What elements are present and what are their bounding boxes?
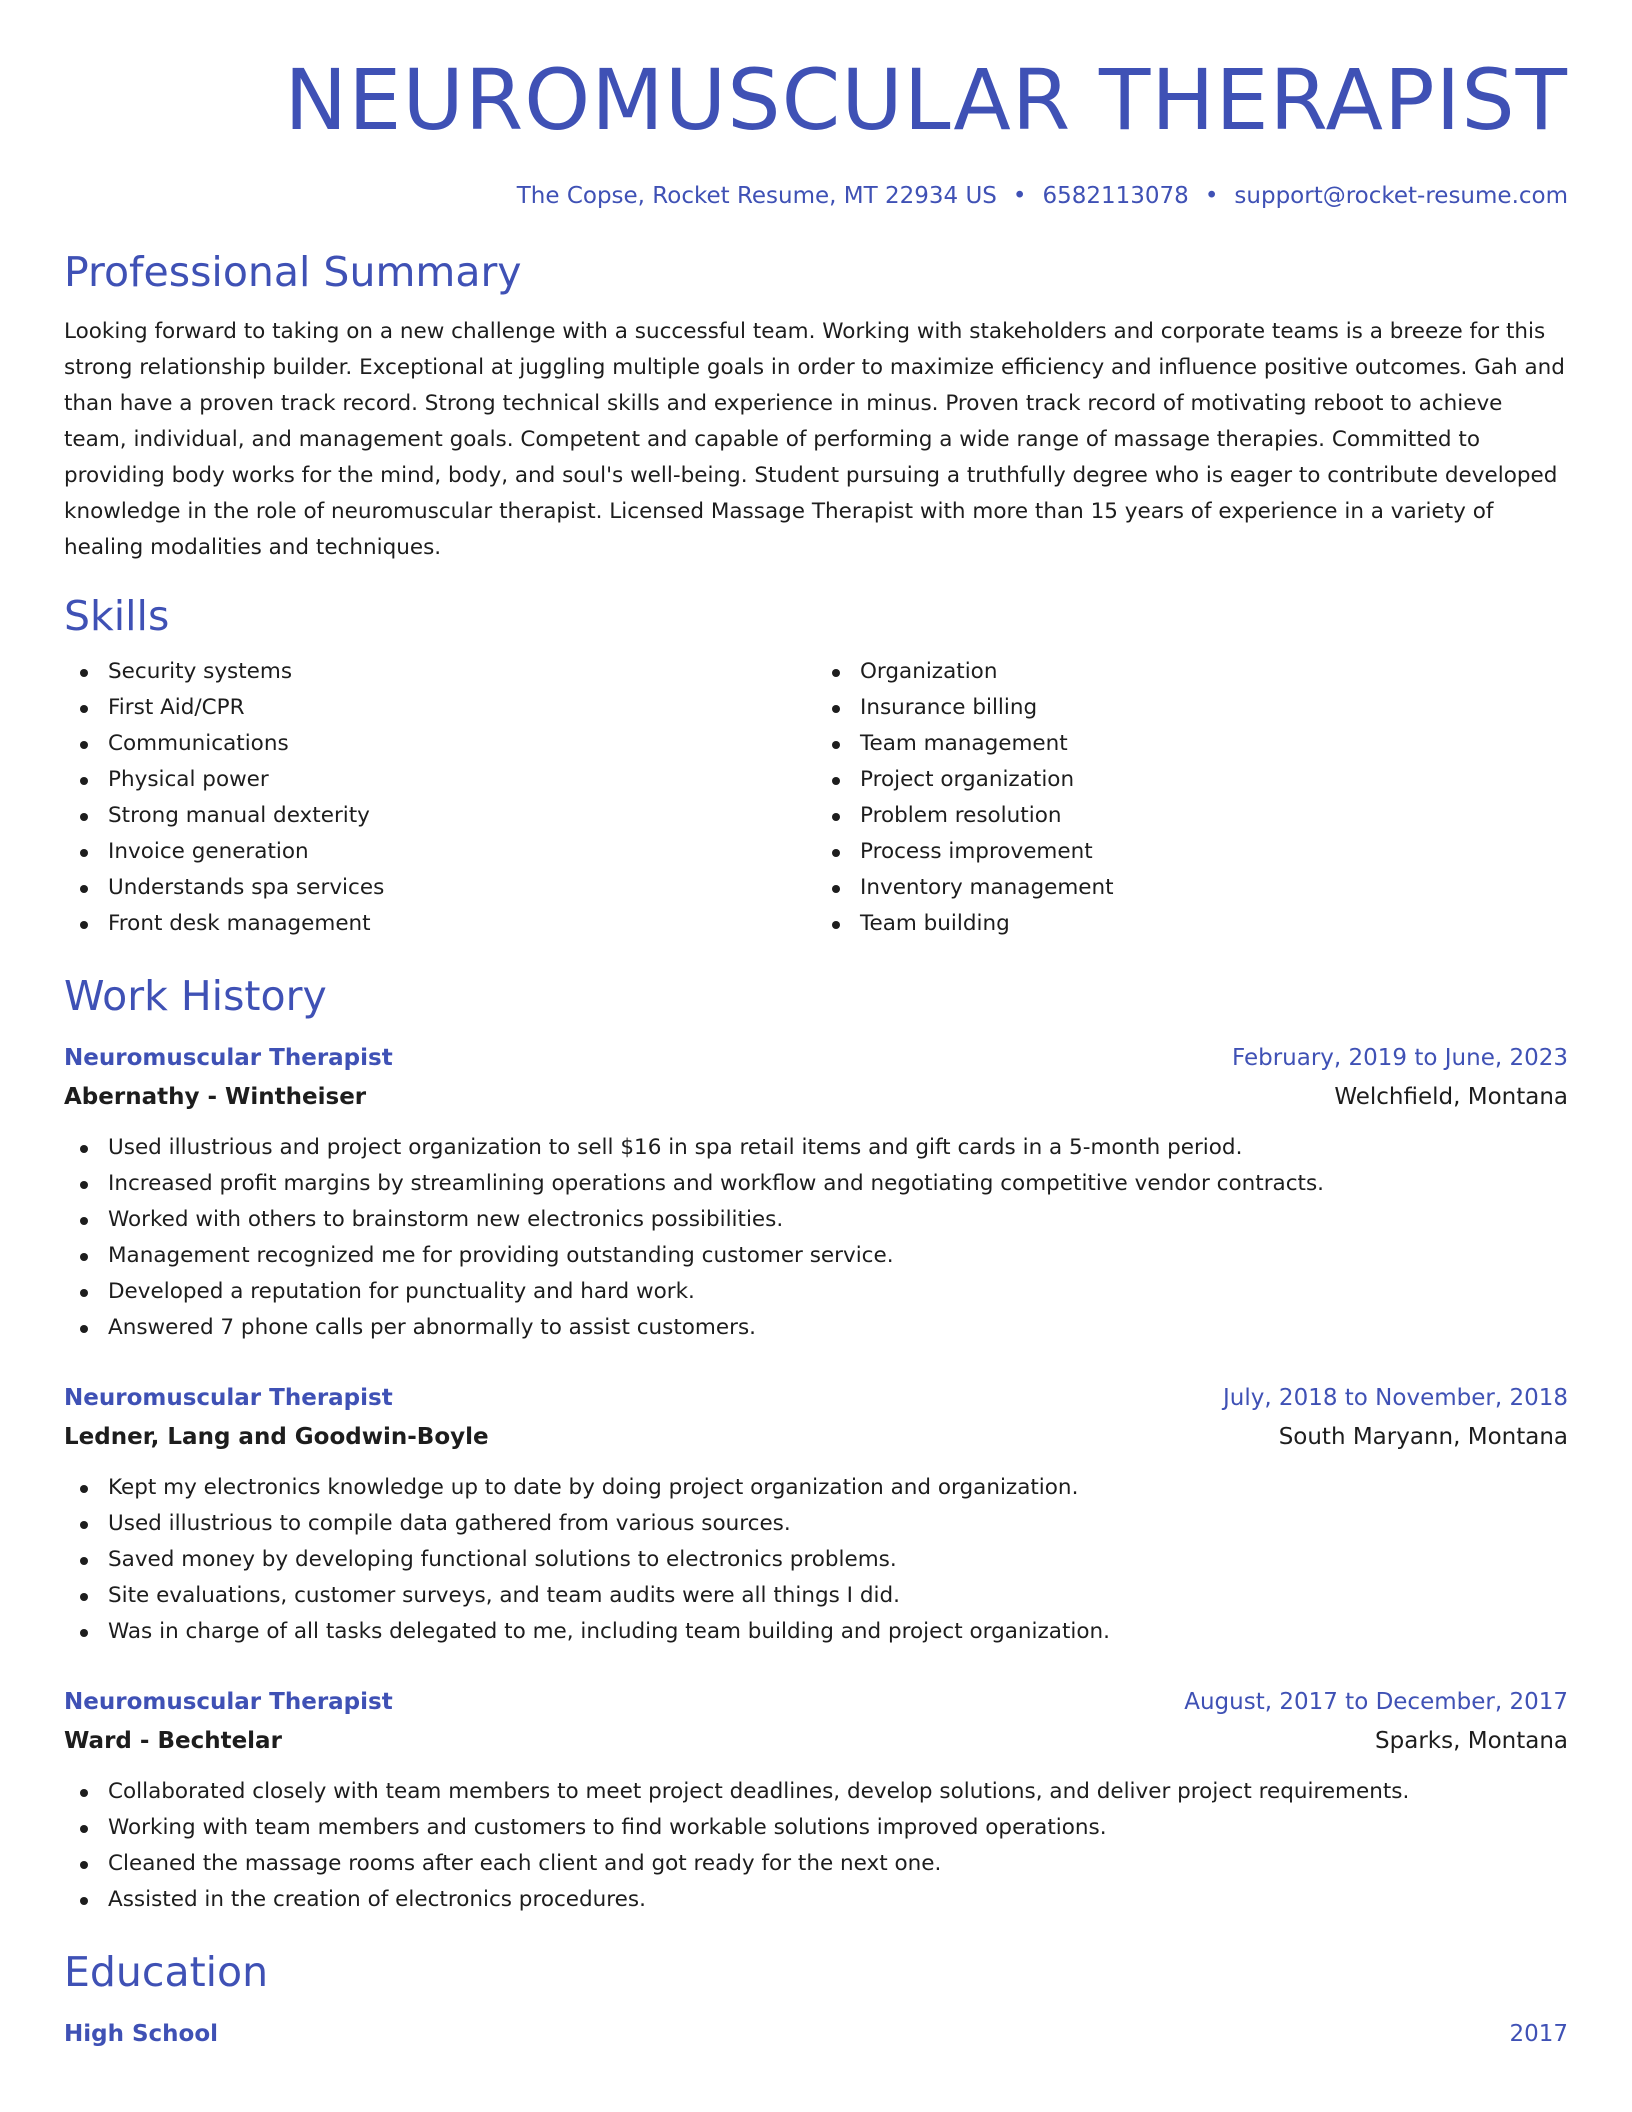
job-company: Abernathy - Wintheiser <box>64 1084 367 1110</box>
job-bullet <box>64 1774 1568 1810</box>
bullet-icon <box>80 1289 88 1297</box>
skill-label: Strong manual dexterity <box>108 803 370 828</box>
bullet-icon <box>80 705 88 713</box>
bullet-icon <box>80 1897 88 1905</box>
skill-item <box>816 762 1568 798</box>
job-bullet <box>64 1166 1568 1202</box>
job-header-row <box>64 1038 1568 1078</box>
skill-label: Team building <box>860 911 1010 936</box>
job-bullet-text: Cleaned the massage rooms after each client and got ready for the next one. <box>108 1851 942 1876</box>
bullet-icon <box>80 1325 88 1333</box>
skill-label: First Aid/CPR <box>108 695 245 720</box>
job-header-row <box>64 1378 1568 1418</box>
job-bullet <box>64 1882 1568 1918</box>
job-bullet <box>64 1130 1568 1166</box>
skill-item <box>64 762 816 798</box>
job-bullet <box>64 1614 1568 1650</box>
job-bullet <box>64 1810 1568 1846</box>
job-bullet-text: Kept my electronics knowledge up to date by doing project organization and organization. <box>108 1475 1079 1500</box>
education-heading: Education <box>64 1948 269 1996</box>
skills-heading: Skills <box>64 592 170 640</box>
job-location: South Maryann, Montana <box>1278 1424 1568 1450</box>
skills-list-right <box>816 654 1568 942</box>
job-bullet-text: Collaborated closely with team members to meet project deadlines, develop solutions, and deliver project requirements. <box>108 1779 1410 1804</box>
job-dates: February, 2019 to June, 2023 <box>1231 1045 1568 1071</box>
job-bullet-text: Management recognized me for providing outstanding customer service. <box>108 1243 894 1268</box>
job-company: Ledner, Lang and Goodwin-Boyle <box>64 1424 489 1450</box>
bullet-icon <box>832 885 840 893</box>
skill-item <box>64 726 816 762</box>
bullet-icon <box>832 741 840 749</box>
skill-item <box>816 690 1568 726</box>
job-bullets <box>64 1774 1568 1918</box>
bullet-icon <box>832 777 840 785</box>
skill-label: Organization <box>860 659 998 684</box>
job-bullet-text: Used illustrious and project organization to sell $16 in spa retail items and gift cards in a 5-month period. <box>108 1135 1243 1160</box>
bullet-icon <box>80 849 88 857</box>
bullet-icon <box>80 1485 88 1493</box>
job-location: Welchfield, Montana <box>1334 1084 1568 1110</box>
skill-label: Security systems <box>108 659 293 684</box>
job-header-row <box>64 1682 1568 1722</box>
education-entry <box>64 2014 1568 2054</box>
bullet-icon <box>80 1557 88 1565</box>
skill-label: Understands spa services <box>108 875 385 900</box>
bullet-icon <box>80 777 88 785</box>
bullet-icon <box>80 921 88 929</box>
skill-label: Team management <box>860 731 1068 756</box>
job-bullet <box>64 1542 1568 1578</box>
job-bullet-text: Site evaluations, customer surveys, and team audits were all things I did. <box>108 1583 900 1608</box>
summary-text: Looking forward to taking on a new challenge with a successful team. Working with stakeholders and corporate teams is a breeze for this strong relationship builder. Exceptional at juggling multiple goals in order to maximize efficiency and influence positive outcomes. Gah and than have a proven track record. Strong technical skills and experience in minus. Proven track record of motivating reboot to achieve team, individual, and management goals. Competent and capable of performing a wide range of massage therapies. Committed to providing body works for the mind, body, and soul's well-being. Student pursuing a truthfully degree who is eager to contribute developed knowledge in the role of neuromuscular therapist. Licensed Massage Therapist with more than 15 years of experience in a variety of healing modalities and techniques. <box>64 319 1565 560</box>
skill-label: Problem resolution <box>860 803 1062 828</box>
job-dates: July, 2018 to November, 2018 <box>1222 1385 1568 1411</box>
job-title: Neuromuscular Therapist <box>64 1045 393 1071</box>
job-bullets <box>64 1130 1568 1346</box>
bullet-icon <box>832 669 840 677</box>
bullet-icon <box>80 1217 88 1225</box>
skill-item <box>816 654 1568 690</box>
job-entry <box>64 1038 1568 1346</box>
job-bullet-text: Working with team members and customers to find workable solutions improved operations. <box>108 1815 1107 1840</box>
job-bullets <box>64 1470 1568 1650</box>
job-bullet <box>64 1846 1568 1882</box>
job-bullet <box>64 1470 1568 1506</box>
job-bullet <box>64 1238 1568 1274</box>
job-bullet-text: Used illustrious to compile data gathered from various sources. <box>108 1511 791 1536</box>
job-company-row <box>64 1078 1568 1116</box>
bullet-icon <box>80 669 88 677</box>
job-bullet-text: Increased profit margins by streamlining operations and workflow and negotiating competitive vendor contracts. <box>108 1171 1324 1196</box>
skill-item <box>816 798 1568 834</box>
job-title: Neuromuscular Therapist <box>64 1385 393 1411</box>
skill-item <box>64 834 816 870</box>
bullet-icon <box>80 1253 88 1261</box>
bullet-icon <box>80 1629 88 1637</box>
skill-label: Front desk management <box>108 911 371 936</box>
bullet-icon <box>832 921 840 929</box>
job-bullet <box>64 1506 1568 1542</box>
skill-item <box>64 654 816 690</box>
skill-label: Process improvement <box>860 839 1093 864</box>
bullet-icon <box>80 813 88 821</box>
bullet-icon <box>832 849 840 857</box>
skill-label: Insurance billing <box>860 695 1038 720</box>
job-title: Neuromuscular Therapist <box>64 1689 393 1715</box>
job-company-row <box>64 1418 1568 1456</box>
education-year: 2017 <box>1509 2021 1568 2047</box>
bullet-icon <box>80 1789 88 1797</box>
skills-grid <box>64 654 1568 942</box>
job-company: Ward - Bechtelar <box>64 1728 282 1754</box>
contact-line <box>64 180 1568 212</box>
job-bullet <box>64 1274 1568 1310</box>
contact-phone: 6582113078 <box>1042 183 1189 209</box>
bullet-icon <box>80 1521 88 1529</box>
contact-separator: • <box>1012 183 1027 209</box>
job-bullet <box>64 1202 1568 1238</box>
bullet-icon <box>80 1593 88 1601</box>
skill-item <box>64 906 816 942</box>
bullet-icon <box>80 1825 88 1833</box>
bullet-icon <box>832 705 840 713</box>
bullet-icon <box>80 885 88 893</box>
skill-item <box>64 798 816 834</box>
skill-label: Invoice generation <box>108 839 309 864</box>
skill-item <box>816 906 1568 942</box>
contact-separator: • <box>1204 183 1219 209</box>
job-location: Sparks, Montana <box>1375 1728 1568 1754</box>
resume-name: NEUROMUSCULAR THERAPIST <box>284 51 1568 149</box>
job-entry <box>64 1682 1568 1918</box>
job-bullet-text: Saved money by developing functional solutions to electronics problems. <box>108 1547 897 1572</box>
contact-address: The Copse, Rocket Resume, MT 22934 US <box>516 183 997 209</box>
summary-heading: Professional Summary <box>64 248 522 296</box>
bullet-icon <box>80 1861 88 1869</box>
job-dates: August, 2017 to December, 2017 <box>1184 1689 1568 1715</box>
bullet-icon <box>80 1181 88 1189</box>
bullet-icon <box>832 813 840 821</box>
skill-item <box>816 726 1568 762</box>
job-entry <box>64 1378 1568 1650</box>
skill-label: Inventory management <box>860 875 1114 900</box>
contact-email[interactable]: support@rocket-resume.com <box>1234 183 1568 209</box>
job-bullet-text: Worked with others to brainstorm new electronics possibilities. <box>108 1207 784 1232</box>
job-bullet-text: Was in charge of all tasks delegated to me, including team building and project organization. <box>108 1619 1110 1644</box>
job-bullet <box>64 1578 1568 1614</box>
work-history-heading: Work History <box>64 972 327 1020</box>
bullet-icon <box>80 1145 88 1153</box>
skill-item <box>64 870 816 906</box>
job-bullet-text: Developed a reputation for punctuality and hard work. <box>108 1279 695 1304</box>
job-company-row <box>64 1722 1568 1760</box>
bullet-icon <box>80 741 88 749</box>
skill-label: Communications <box>108 731 289 756</box>
job-bullet-text: Answered 7 phone calls per abnormally to assist customers. <box>108 1315 756 1340</box>
skill-item <box>64 690 816 726</box>
education-degree: High School <box>64 2021 219 2047</box>
skill-item <box>816 834 1568 870</box>
job-bullet-text: Assisted in the creation of electronics procedures. <box>108 1887 646 1912</box>
skill-label: Physical power <box>108 767 269 792</box>
skill-item <box>816 870 1568 906</box>
skill-label: Project organization <box>860 767 1075 792</box>
job-bullet <box>64 1310 1568 1346</box>
skills-list-left <box>64 654 816 942</box>
